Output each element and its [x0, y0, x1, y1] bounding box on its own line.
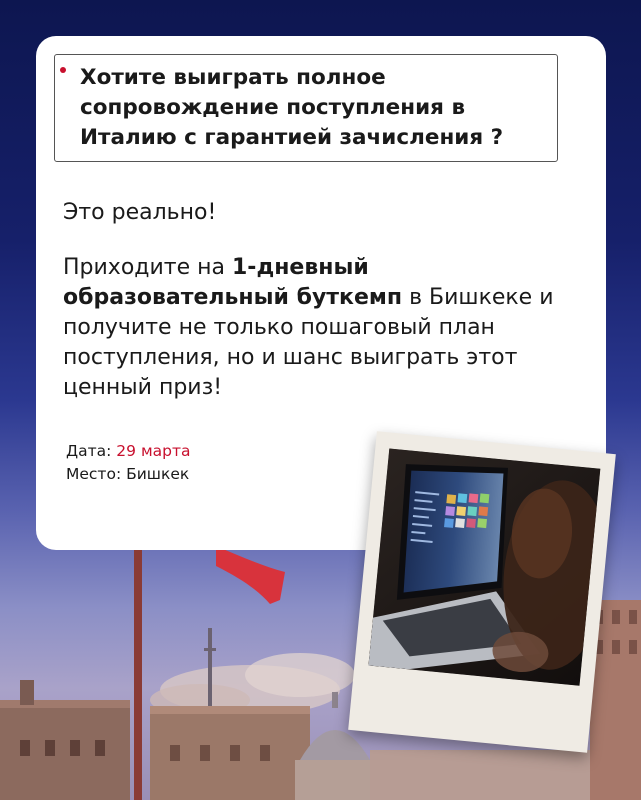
body-bold-bootcamp: 1-дневный образовательный буткемп: [63, 255, 403, 310]
place-value: Бишкек: [126, 465, 190, 483]
body-part-2: в Бишкеке и получите не только пошаговый план поступления, но и шанс выиграть этот ценный приз!: [63, 285, 554, 400]
event-details: [66, 440, 191, 486]
headline-line-3: Италию с гарантией зачисления ?: [80, 125, 504, 150]
red-dot-icon: [60, 67, 66, 73]
date-label: Дата:: [66, 442, 117, 460]
laptop-photo: [368, 448, 600, 685]
place-label: Место:: [66, 465, 127, 483]
body-part-1: Приходите на: [63, 255, 232, 280]
headline-line-1: Хотите выиграть полное: [80, 65, 386, 90]
laptop-illustration: [368, 448, 600, 685]
polaroid-photo-frame: [348, 431, 616, 753]
body-text: [63, 253, 563, 403]
event-date: [66, 440, 191, 463]
intro-text: Это реально!: [63, 200, 217, 225]
event-place: [66, 463, 191, 486]
date-value: 29 марта: [116, 442, 191, 460]
headline: [80, 63, 550, 153]
headline-line-2: сопровождение поступления в: [80, 95, 466, 120]
